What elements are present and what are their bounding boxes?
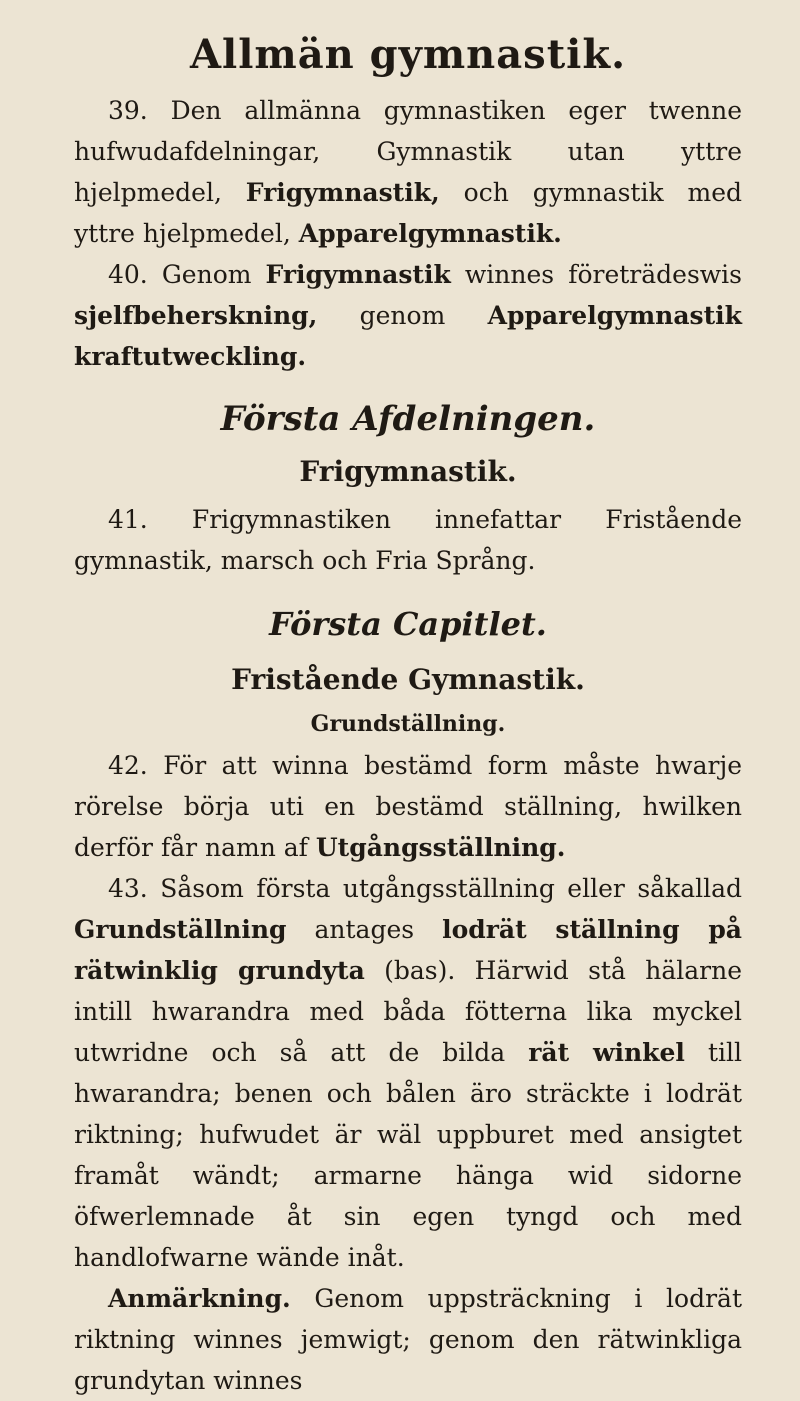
chapter-subtitle: Fristående Gymnastik. xyxy=(231,663,585,696)
p43-term-grundstallning: Grundställning xyxy=(74,915,287,944)
note-label: Anmärkning. xyxy=(108,1284,291,1313)
p42-term-utgangsstallning: Utgångsställning. xyxy=(315,833,566,862)
p40-term-frigymnastik: Frigymnastik xyxy=(265,260,451,289)
p42-text: 42. För att winna bestämd form måste hwarje rörelse börja uti en bestämd ställning, hwilken derför får namn af xyxy=(74,751,742,862)
paragraph-40 xyxy=(74,254,742,377)
paragraph-43 xyxy=(74,868,742,1278)
p39-term-apparelgymnastik: Apparelgymnastik. xyxy=(298,219,562,248)
section-subtitle: Frigymnastik. xyxy=(299,455,517,488)
p43-text-4: till hwarandra; benen och bålen äro sträckte i lodrät riktning; hufwudet är wäl uppburet med ansigtet framåt wändt; armarne hänga wid sidorne öfwerlemnade åt sin egen tyngd och med handlofwarne wände inåt. xyxy=(74,1038,742,1272)
p43-text: 43. Såsom första utgångsställning eller såkallad xyxy=(108,874,742,903)
note-text: Genom uppsträckning i lodrät riktning winnes jemwigt; genom den rätwinkliga grundytan winnes xyxy=(74,1284,742,1395)
p39-term-frigymnastik: Frigymnastik, xyxy=(245,178,440,207)
p40-text: 40. Genom xyxy=(108,260,266,289)
p39-text: 39. Den allmänna gymnastiken eger twenne hufwudafdelningar, Gymnastik utan yttre hjelpmedel, xyxy=(74,96,742,207)
paragraph-41: 41. Frigymnastiken innefattar Fristående gymnastik, marsch och Fria Språng. xyxy=(74,505,742,575)
paragraph-42 xyxy=(74,745,742,868)
p43-term-lodrat-stallning: lodrät ställning på rätwinklig grundyta xyxy=(74,915,742,985)
paragraph-39 xyxy=(74,90,742,254)
chapter-title: Första Capitlet. xyxy=(269,605,547,643)
paragraph-note xyxy=(74,1278,742,1401)
p43-text-2: antages xyxy=(286,915,443,944)
p40-term-sjelfbeherskning: sjelfbeherskning, xyxy=(74,301,318,330)
p43-text-3: (bas). Härwid stå hälarne intill hwarandra med båda fötterna lika myckel utwridne och så att de bilda xyxy=(74,956,742,1067)
p39-text-2: och gymnastik med yttre hjelpmedel, xyxy=(74,178,742,248)
section-title: Första Afdelningen. xyxy=(220,399,596,439)
p40-term-kraftutweckling: Apparelgymnastik kraftutweckling. xyxy=(74,301,742,371)
p40-text-2: winnes företrädeswis xyxy=(450,260,742,289)
chapter-subheading: Grundställning. xyxy=(310,711,506,737)
p43-term-rat-winkel: rät winkel xyxy=(528,1038,685,1067)
p40-text-3: genom xyxy=(317,301,488,330)
running-head: Allmän gymnastik. xyxy=(189,31,627,78)
